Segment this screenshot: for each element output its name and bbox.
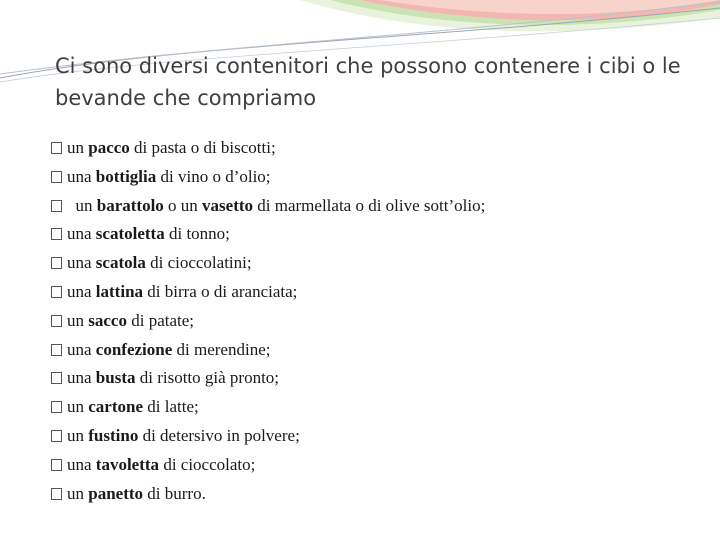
item-article: una (67, 454, 92, 474)
item-noun: panetto (88, 483, 144, 503)
item-text: di tonno; (168, 224, 230, 244)
list-item (51, 307, 485, 336)
item-noun: lattina (95, 281, 144, 301)
list-item (51, 422, 485, 451)
checkbox-bullet-icon (51, 315, 62, 327)
checkbox-bullet-icon (51, 171, 62, 183)
list-item (51, 336, 485, 365)
item-text: di merendine; (176, 339, 271, 359)
item-article: un (67, 138, 84, 157)
list-item (51, 134, 485, 163)
checkbox-bullet-icon (51, 488, 62, 500)
item-text: di burro. (147, 483, 206, 503)
item-text: di cioccolato; (163, 454, 256, 474)
item-text: di patate; (131, 310, 194, 330)
item-article: una (67, 253, 92, 273)
checkbox-bullet-icon (51, 257, 62, 269)
item-text: di vino o d’olio; (160, 166, 271, 186)
item-noun: cartone (88, 397, 144, 417)
checkbox-bullet-icon (51, 430, 62, 442)
item-article: un (75, 195, 93, 215)
item-text: di latte; (147, 397, 199, 417)
item-text: di marmellata o di olive sott’olio; (257, 195, 486, 215)
checkbox-bullet-icon (51, 142, 62, 154)
item-noun: tavoletta (95, 454, 160, 474)
item-article: un (67, 310, 84, 330)
item-noun: barattolo (96, 195, 164, 215)
item-text: di detersivo in polvere; (142, 425, 300, 445)
list-item (51, 163, 485, 192)
list-item (51, 480, 485, 509)
checkbox-bullet-icon (51, 401, 62, 413)
item-text: o un (168, 195, 198, 215)
item-article: una (67, 368, 92, 388)
container-list (51, 134, 485, 508)
list-item (51, 451, 485, 480)
checkbox-bullet-icon (51, 200, 62, 212)
list-item (51, 220, 485, 249)
list-item (51, 192, 485, 221)
item-article: un (67, 483, 84, 503)
item-text: di cioccolatini; (150, 253, 252, 273)
item-noun: scatoletta (95, 224, 165, 244)
item-article: una (67, 166, 92, 186)
checkbox-bullet-icon (51, 459, 62, 471)
slide-title: Ci sono diversi contenitori che possono contenere i cibi o le bevande che compriamo (55, 54, 681, 110)
item-article: una (67, 339, 92, 359)
item-article: una (67, 224, 92, 244)
item-text: di pasta o di biscotti; (134, 138, 276, 157)
list-item (51, 249, 485, 278)
list-item (51, 364, 485, 393)
item-noun: vasetto (202, 195, 254, 215)
list-item (51, 278, 485, 307)
checkbox-bullet-icon (51, 372, 62, 384)
item-noun: bottiglia (95, 166, 157, 186)
item-article: un (67, 397, 84, 417)
checkbox-bullet-icon (51, 286, 62, 298)
item-article: un (67, 425, 84, 445)
item-article: una (67, 281, 92, 301)
item-text: di risotto già pronto; (139, 368, 280, 388)
item-noun: scatola (95, 253, 146, 273)
list-item (51, 393, 485, 422)
item-noun: busta (95, 368, 136, 388)
item-noun: fustino (88, 425, 139, 445)
checkbox-bullet-icon (51, 344, 62, 356)
item-noun: sacco (88, 310, 127, 330)
item-noun: confezione (95, 339, 173, 359)
item-noun: pacco (88, 138, 130, 157)
item-text: di birra o di aranciata; (147, 281, 298, 301)
checkbox-bullet-icon (51, 228, 62, 240)
